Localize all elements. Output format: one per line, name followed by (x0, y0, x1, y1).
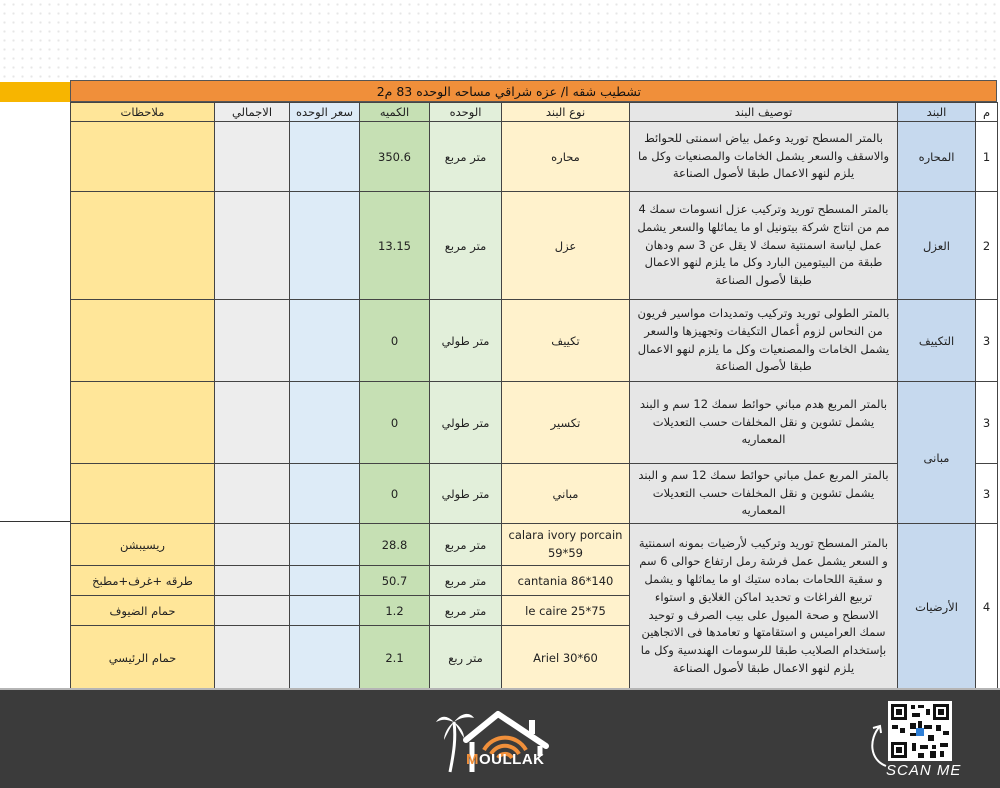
cell-unit-price[interactable] (290, 382, 360, 464)
cell-m: 2 (976, 192, 998, 300)
table-row (71, 524, 998, 566)
cell-description: بالمتر المسطح توريد وتركيب عزل انسومات سمك 4 مم من انتاج شركة بيتونيل او ما يماثلها والسعر يشمل عمل لياسة اسمنتية سمك لا يقل عن 3 سم ودهان طبقة من البيتومين البارد وكل ما يلزم لنهو الاعمال طبقا لأصول الصناعة (630, 192, 898, 300)
table-row (71, 300, 998, 382)
cell-unit: متر مربع (430, 566, 502, 596)
cell-unit-price[interactable] (290, 626, 360, 690)
cell-type: Ariel 30*60 (502, 626, 630, 690)
header-total: الاجمالي (215, 103, 290, 122)
cell-unit: متر طولي (430, 300, 502, 382)
cell-notes[interactable] (71, 382, 215, 464)
cell-total[interactable] (215, 122, 290, 192)
cell-unit-price[interactable] (290, 192, 360, 300)
cell-total[interactable] (215, 596, 290, 626)
cell-type: تكسير (502, 382, 630, 464)
cell-description: بالمتر المربع عمل مباني حوائط سمك 12 سم و البند يشمل تشوين و نقل المخلفات حسب التعديلات المعماريه (630, 464, 898, 524)
cell-description: بالمتر المسطح توريد وتركيب لأرضيات بمونه اسمنتية و السعر يشمل عمل فرشة رمل ارتفاع حوالى 6 سم و سقية اللحامات بماده ستيك او ما يماثلها و يشمل تربيع الفراغات و تحديد اماكن الغلايق و استواء الاسطح و صحة الميول على بيب الصرف و توحيد سمك العراميس و استقامتها و تعامدها فى الاتجاهين بإستخدام الصلايب طبقا للرسومات الهندسية وكل ما يلزم لنهو الاعمال طبقا لأصول الصناعة (630, 524, 898, 690)
header-row (71, 103, 998, 122)
cell-item: العزل (898, 192, 976, 300)
cell-qty: 28.8 (360, 524, 430, 566)
cell-item: التكييف (898, 300, 976, 382)
cell-notes[interactable] (71, 192, 215, 300)
cell-total[interactable] (215, 626, 290, 690)
left-divider-line (0, 521, 70, 522)
cell-type: le caire 25*75 (502, 596, 630, 626)
header-notes: ملاحظات (71, 103, 215, 122)
cell-total[interactable] (215, 382, 290, 464)
cell-qty: 13.15 (360, 192, 430, 300)
cell-unit: متر مربع (430, 596, 502, 626)
table-row (71, 192, 998, 300)
cell-notes[interactable] (71, 300, 215, 382)
boq-table (70, 102, 998, 690)
header-unit: الوحده (430, 103, 502, 122)
brand-prefix: M (466, 751, 479, 768)
cell-notes[interactable] (71, 122, 215, 192)
cell-unit: متر مربع (430, 122, 502, 192)
cell-qty: 0 (360, 300, 430, 382)
table-row (71, 464, 998, 524)
cell-description: بالمتر الطولى توريد وتركيب وتمديدات مواسير فريون من النحاس لزوم أعمال التكيفات وتجهيزها والسعر يشمل الخامات والمصنعيات وكل ما يلزم لنهو الاعمال طبقا لأصول الصناعة (630, 300, 898, 382)
cell-m: 3 (976, 300, 998, 382)
cell-unit: متر طولي (430, 464, 502, 524)
table-row (71, 122, 998, 192)
cell-type: cantania 86*140 (502, 566, 630, 596)
cell-qty: 350.6 (360, 122, 430, 192)
cell-m: 4 (976, 524, 998, 690)
cell-item: مبانى (898, 382, 976, 524)
cell-type: عزل (502, 192, 630, 300)
cell-type: calara ivory porcain 59*59 (502, 524, 630, 566)
cell-unit: متر مربع (430, 524, 502, 566)
table-row (71, 382, 998, 464)
cell-unit: متر ربع (430, 626, 502, 690)
header-item: البند (898, 103, 976, 122)
cell-description: بالمتر المربع هدم مباني حوائط سمك 12 سم و البند يشمل تشوين و نقل المخلفات حسب التعديلات المعماريه (630, 382, 898, 464)
cell-unit-price[interactable] (290, 300, 360, 382)
header-m: م (976, 103, 998, 122)
cell-notes[interactable] (71, 464, 215, 524)
sheet-title-bar (70, 80, 997, 102)
cell-total[interactable] (215, 566, 290, 596)
cell-qty: 0 (360, 382, 430, 464)
cell-m: 3 (976, 464, 998, 524)
cell-total[interactable] (215, 192, 290, 300)
cell-unit: متر طولي (430, 382, 502, 464)
cell-qty: 0 (360, 464, 430, 524)
cell-total[interactable] (215, 300, 290, 382)
qr-code-icon[interactable] (888, 701, 952, 761)
cell-qty: 2.1 (360, 626, 430, 690)
cell-total[interactable] (215, 464, 290, 524)
header-qty: الكميه (360, 103, 430, 122)
cell-unit-price[interactable] (290, 122, 360, 192)
cell-type: محاره (502, 122, 630, 192)
brand-name (466, 751, 545, 768)
cell-type: تكييف (502, 300, 630, 382)
cell-m: 3 (976, 382, 998, 464)
cell-unit-price[interactable] (290, 524, 360, 566)
dotted-background (0, 0, 1000, 78)
cell-qty: 1.2 (360, 596, 430, 626)
cell-notes[interactable]: حمام الضيوف (71, 596, 215, 626)
cell-description: بالمتر المسطح توريد وعمل بياض اسمنتى للحوائط والاسقف والسعر يشمل الخامات والمصنعيات وكل ما يلزم لنهو الاعمال طبقا لأصول الصناعة (630, 122, 898, 192)
cell-qty: 50.7 (360, 566, 430, 596)
cell-unit-price[interactable] (290, 596, 360, 626)
cell-item: الأرضيات (898, 524, 976, 690)
cell-notes[interactable]: ريسيبشن (71, 524, 215, 566)
cell-unit: متر مربع (430, 192, 502, 300)
cell-item: المحاره (898, 122, 976, 192)
cell-unit-price[interactable] (290, 464, 360, 524)
header-description: توصيف البند (630, 103, 898, 122)
header-type: نوع البند (502, 103, 630, 122)
sheet-title: تشطيب شقه ا/ عزه شراقي مساحه الوحده 83 م2 (376, 83, 641, 99)
cell-notes[interactable]: حمام الرئيسي (71, 626, 215, 690)
header-unit-price: سعر الوحده (290, 103, 360, 122)
accent-tab (0, 82, 70, 102)
scan-me-label: SCAN ME (886, 762, 962, 779)
cell-m: 1 (976, 122, 998, 192)
brand-rest: OULLAK (479, 751, 545, 768)
cell-type: مباني (502, 464, 630, 524)
cell-total[interactable] (215, 524, 290, 566)
cell-notes[interactable]: طرقه +غرف+مطبخ (71, 566, 215, 596)
cell-unit-price[interactable] (290, 566, 360, 596)
